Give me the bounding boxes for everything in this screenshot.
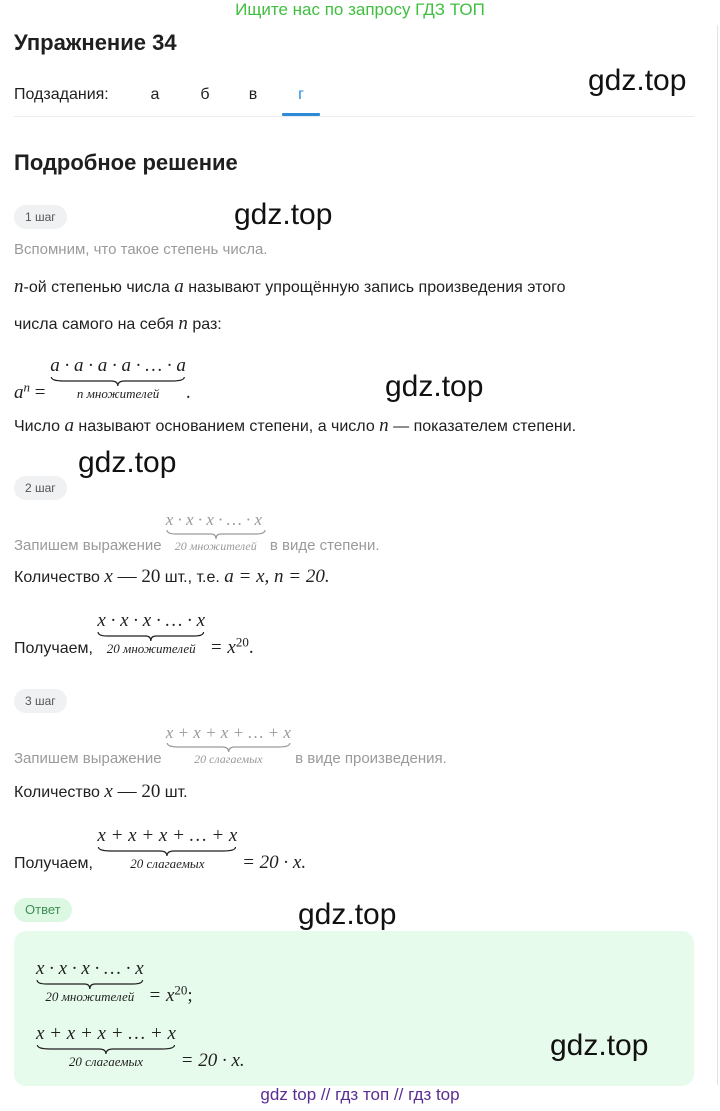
watermark: gdz.top — [550, 1029, 649, 1062]
var-x: x — [104, 781, 113, 802]
answer-end: ; — [187, 985, 193, 1006]
page-title: Упражнение 34 — [14, 30, 177, 55]
step3-result — [14, 825, 306, 874]
text-fragment: называют основанием степени, а число — [73, 418, 380, 435]
formula-base: a — [14, 382, 24, 403]
text-fragment: Получаем, — [14, 640, 98, 657]
result-end: . — [248, 637, 254, 658]
underbrace-group — [166, 510, 266, 554]
underbrace-group — [166, 723, 291, 767]
result-equals: = 20 · x. — [237, 852, 307, 873]
count-value: — 20 — [112, 566, 161, 587]
var-a: a — [64, 415, 74, 436]
step1-hint: Вспомним, что такое степень числа. — [14, 241, 268, 258]
text-fragment: Запишем выражение — [14, 537, 166, 554]
text-fragment: шт. — [160, 784, 188, 801]
step2-count — [14, 566, 330, 588]
underbrace-group — [36, 958, 144, 1004]
underbrace-expression: a · a · a · a · … · a — [50, 355, 186, 376]
watermark: gdz.top — [385, 370, 484, 403]
subtask-tab-b[interactable]: б — [200, 86, 210, 103]
answer-exponent: 20 — [174, 982, 188, 998]
underbrace-group — [97, 610, 205, 656]
watermark: gdz.top — [78, 446, 177, 479]
text-fragment: -ой степенью числа — [23, 279, 175, 296]
text-fragment: Количество — [14, 784, 105, 801]
text-fragment: — показателем степени. — [388, 418, 577, 435]
step3-count — [14, 781, 188, 803]
subtasks-label: Подзадания: — [14, 86, 109, 103]
underbrace-label: 20 слагаемых — [194, 752, 263, 766]
underbrace-icon — [166, 743, 291, 752]
search-hint-banner: Ищите нас по запросу ГДЗ ТОП — [235, 0, 485, 19]
power-definition-formula — [14, 355, 191, 404]
step3-hint — [14, 723, 447, 767]
result-exponent: 20 — [235, 634, 249, 650]
var-n: n — [178, 313, 188, 334]
underbrace-group — [36, 1023, 176, 1069]
watermark: gdz.top — [234, 198, 333, 231]
underbrace-expression: x + x + x + … + x — [97, 825, 238, 846]
underbrace-expression: x + x + x + … + x — [165, 723, 291, 742]
active-subtab-indicator — [282, 113, 320, 116]
subtask-tab-g[interactable]: г — [298, 86, 304, 103]
answer-badge: Ответ — [14, 898, 72, 922]
underbrace-expression: x · x · x · … · x — [36, 958, 144, 979]
var-n: n — [379, 415, 389, 436]
text-fragment: шт., т.е. — [160, 569, 225, 586]
underbrace-group — [97, 825, 237, 871]
text-fragment: раз: — [187, 316, 222, 333]
underbrace-icon — [97, 847, 237, 856]
formula-end: . — [185, 382, 191, 403]
subtask-tab-v[interactable]: в — [248, 86, 258, 103]
underbrace-expression: x · x · x · … · x — [165, 510, 263, 529]
section-title: Подробное решение — [14, 150, 238, 175]
underbrace-icon — [50, 377, 186, 386]
answer-equals: = 20 · x. — [175, 1050, 245, 1071]
step1-base-exponent-note — [14, 415, 576, 437]
underbrace-expression: x + x + x + … + x — [36, 1023, 176, 1044]
step-badge-2: 2 шаг — [14, 476, 67, 500]
step-badge-3: 3 шаг — [14, 689, 67, 713]
answer-line-1 — [36, 958, 193, 1007]
count-math: a = x, n = 20. — [224, 566, 330, 587]
watermark: gdz.top — [588, 64, 687, 97]
text-fragment: Количество — [14, 569, 105, 586]
text-fragment: Число — [14, 418, 65, 435]
formula-exponent: n — [23, 379, 30, 395]
var-x: x — [104, 566, 113, 587]
underbrace-label: 20 множителей — [106, 641, 196, 656]
subtabs-divider — [14, 116, 694, 117]
watermark: gdz.top — [298, 898, 397, 931]
underbrace-label: 20 множителей — [174, 539, 257, 553]
answer-line-2 — [36, 1023, 245, 1072]
step1-definition-line1 — [14, 276, 566, 298]
text-fragment: называют упрощённую запись произведения этого — [183, 279, 566, 296]
underbrace-label: 20 множителей — [45, 989, 135, 1004]
equals-sign: = — [30, 382, 51, 403]
var-n: n — [14, 276, 24, 297]
text-fragment: числа самого на себя — [14, 316, 179, 333]
text-fragment: Получаем, — [14, 855, 98, 872]
underbrace-group — [50, 355, 186, 401]
var-a: a — [174, 276, 184, 297]
count-value: — 20 — [112, 781, 161, 802]
step2-result — [14, 610, 254, 659]
underbrace-expression: x · x · x · … · x — [97, 610, 206, 631]
step-badge-1: 1 шаг — [14, 205, 67, 229]
underbrace-label: 20 слагаемых — [130, 856, 205, 871]
underbrace-icon — [166, 530, 266, 539]
result-equals: = x — [205, 637, 236, 658]
text-fragment: в виде произведения. — [290, 750, 447, 767]
text-fragment: в виде степени. — [265, 537, 380, 554]
right-divider — [717, 25, 718, 1085]
underbrace-label: 20 слагаемых — [68, 1054, 144, 1069]
underbrace-icon — [36, 1045, 176, 1054]
footer-links[interactable]: gdz top // гдз топ // гдз top — [260, 1085, 460, 1104]
subtask-tab-a[interactable]: а — [150, 86, 160, 103]
underbrace-icon — [36, 980, 144, 989]
text-fragment: Запишем выражение — [14, 750, 166, 767]
underbrace-icon — [97, 632, 205, 641]
step1-definition-line2 — [14, 313, 222, 335]
underbrace-label: n множителей — [76, 386, 160, 401]
answer-equals: = x — [143, 985, 175, 1006]
step2-hint — [14, 510, 380, 554]
